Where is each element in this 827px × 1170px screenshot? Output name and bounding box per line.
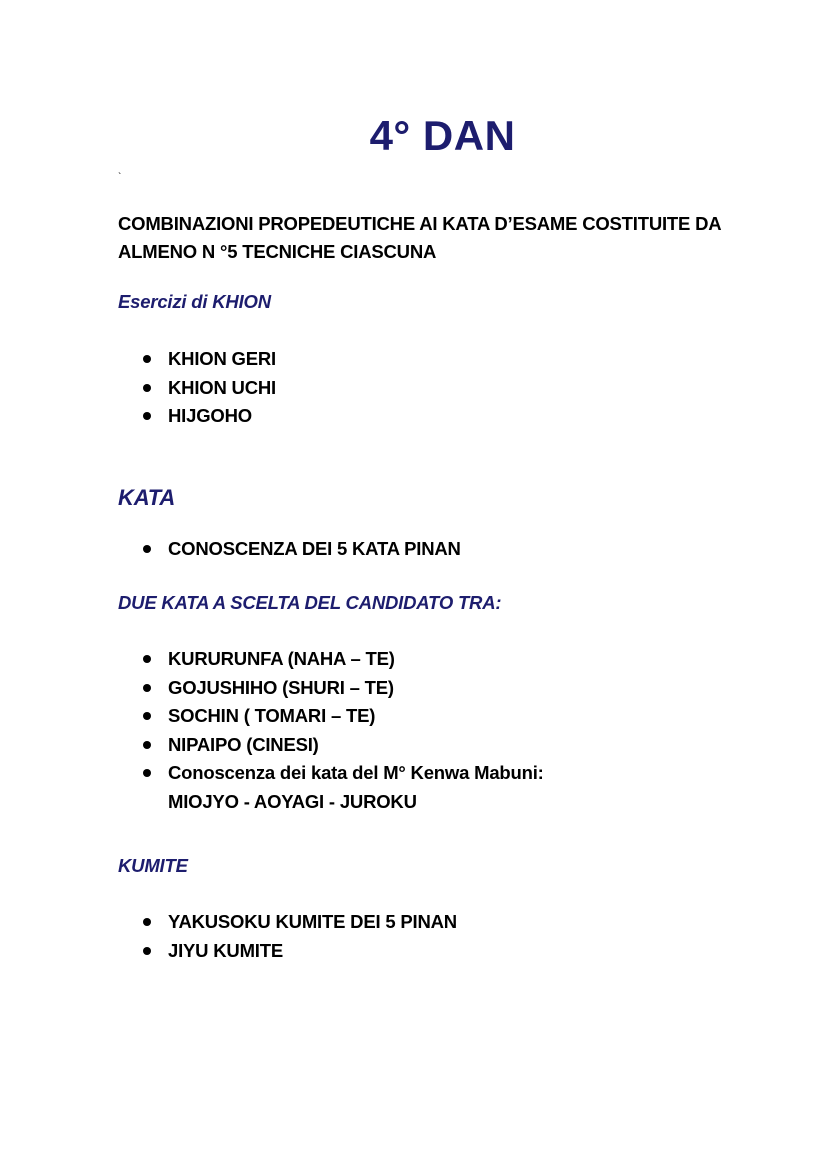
list-item [140,908,740,937]
list-item-label: GOJUSHIHO (SHURI – TE) [168,676,394,698]
list-item [140,759,740,816]
list-item-label: NIPAIPO (CINESI) [168,733,319,755]
list-item [140,702,740,731]
intro-paragraph [118,210,778,266]
page-title: 4° DAN [369,112,516,159]
bullet-icon [143,947,151,955]
list-item-label: KHION UCHI [168,376,276,398]
bullet-icon [143,355,151,363]
list-item-label: CONOSCENZA DEI 5 KATA PINAN [168,538,461,559]
bullet-icon [143,655,151,663]
bullet-icon [143,769,151,777]
bullet-icon [143,741,151,749]
list-item [140,345,740,374]
section-heading-kata: KATA [118,485,176,510]
stray-mark: ` [118,172,122,183]
list-item [140,645,740,674]
list-item-label: Conoscenza dei kata del M° Kenwa Mabuni: [168,762,544,783]
kata-list [140,535,740,564]
bullet-icon [143,412,151,420]
list-item-label: KURURUNFA (NAHA – TE) [168,648,395,669]
list-item-label: KHION GERI [168,348,276,369]
list-item-continuation: MIOJYO - AOYAGI - JUROKU [168,790,417,812]
bullet-icon [143,684,151,692]
list-item-label: HIJGOHO [168,405,252,426]
section-heading-kumite: KUMITE [118,855,188,876]
section-heading-due-kata: DUE KATA A SCELTA DEL CANDIDATO TRA: [118,592,502,613]
bullet-icon [143,384,151,392]
bullet-icon [143,918,151,926]
list-item [140,374,740,403]
list-item [140,535,740,564]
due-kata-list [140,645,740,816]
list-item-label: SOCHIN ( TOMARI – TE) [168,705,376,726]
bullet-icon [143,545,151,553]
intro-line: ALMENO N °5 TECNICHE CIASCUNA [118,241,437,262]
kumite-list [140,908,740,965]
intro-line: COMBINAZIONI PROPEDEUTICHE AI KATA D’ESAME COSTITUITE DA [118,213,722,234]
list-item [140,402,740,431]
list-item-label: JIYU KUMITE [168,939,283,961]
bullet-icon [143,712,151,720]
list-item [140,731,740,760]
list-item [140,674,740,703]
khion-list [140,345,740,431]
list-item-label: YAKUSOKU KUMITE DEI 5 PINAN [168,911,457,932]
list-item [140,937,740,966]
section-heading-khion: Esercizi di KHION [118,291,271,312]
